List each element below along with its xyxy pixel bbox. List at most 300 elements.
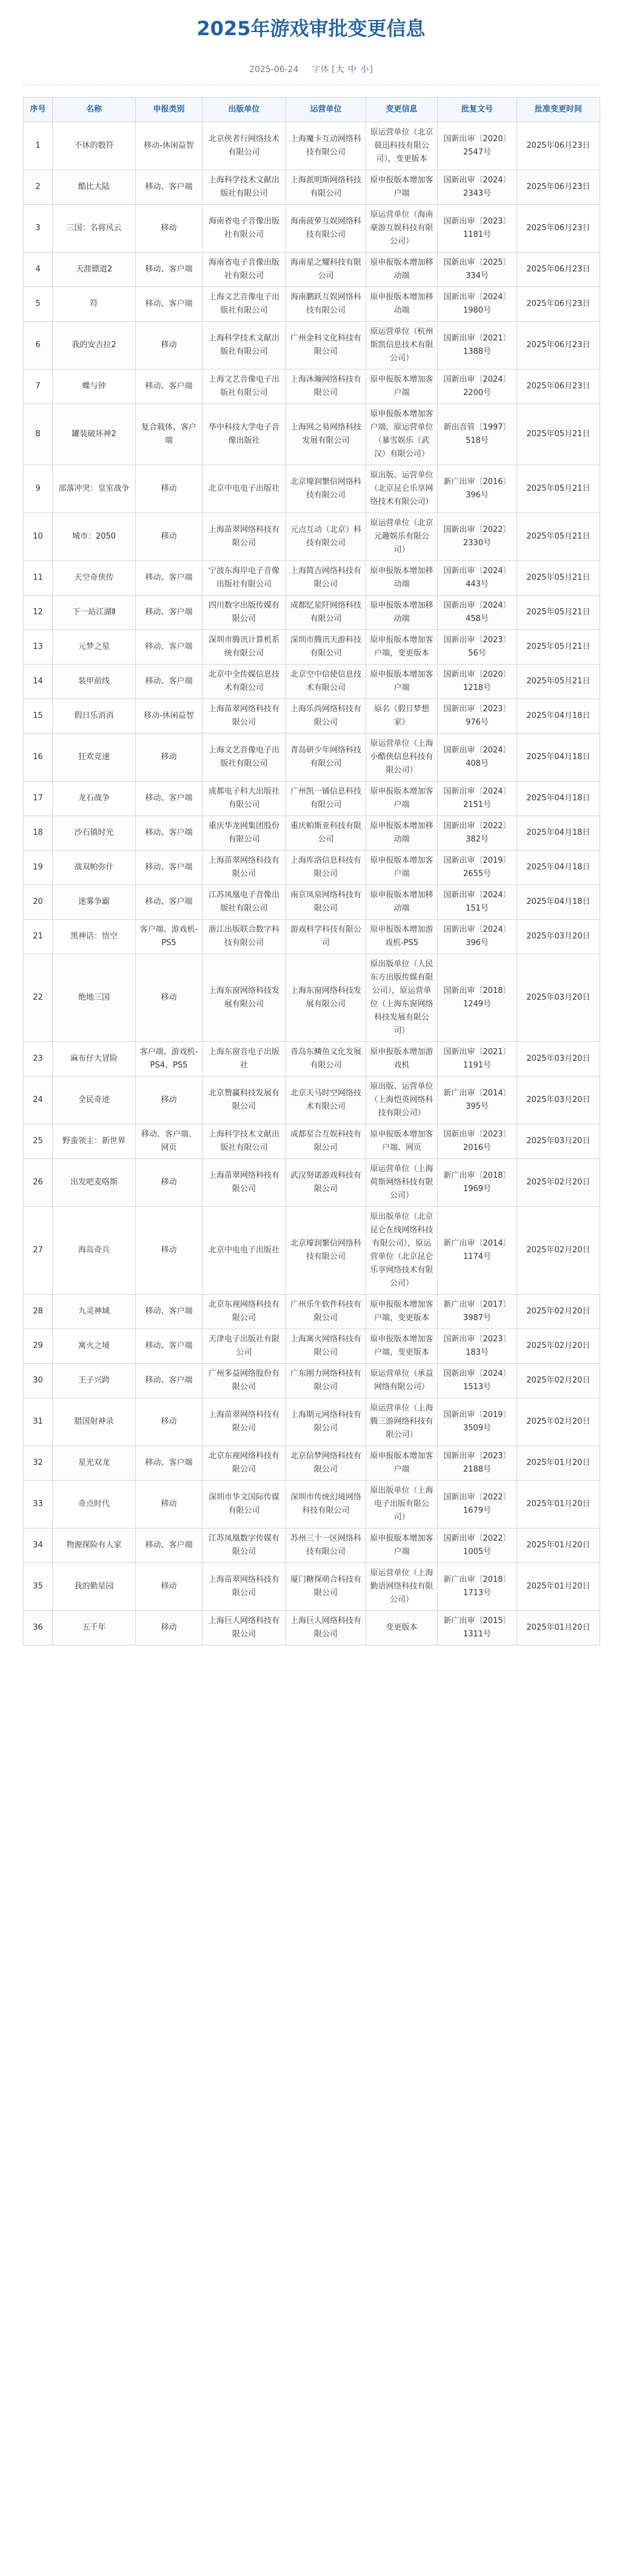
- cell-change-date: 2025年02月20日: [517, 1295, 600, 1329]
- cell-approval-number: 国新出审〔2022〕382号: [438, 816, 517, 851]
- cell-operator: 武汉努诺游戏科技有限公司: [286, 1159, 366, 1207]
- cell-approval-number: 国新出审〔2021〕1191号: [438, 1042, 517, 1077]
- cell-game-name: 寓火之境: [53, 1329, 136, 1364]
- cell-game-name: 海岛奇兵: [53, 1207, 136, 1295]
- cell-operator: 上海寓火网络科技有限公司: [286, 1329, 366, 1364]
- cell-operator: 海南星之耀科技有限公司: [286, 253, 366, 287]
- cell-game-name: 天空奇侠传: [53, 561, 136, 596]
- cell-category: 移动、客户端: [136, 630, 202, 665]
- cell-row-number: 16: [24, 734, 53, 782]
- cell-game-name: 下一站江湖Ⅱ: [53, 596, 136, 630]
- cell-publisher: 浙江出版联合数字科技有限公司: [202, 920, 286, 954]
- table-row: [24, 596, 600, 630]
- cell-operator: 上海东窗网络科技发展有限公司: [286, 954, 366, 1042]
- cell-approval-number: 国新出审〔2025〕334号: [438, 253, 517, 287]
- cell-category: 移动: [136, 513, 202, 561]
- cell-publisher: 重庆华龙网集团股份有限公司: [202, 816, 286, 851]
- cell-game-name: 出发吧麦咯斯: [53, 1159, 136, 1207]
- cell-publisher: 上海科学技术文献出版社有限公司: [202, 322, 286, 370]
- cell-category: 移动、客户端: [136, 1446, 202, 1481]
- cell-game-name: 部落冲突：皇室战争: [53, 465, 136, 513]
- table-row: [24, 322, 600, 370]
- cell-row-number: 7: [24, 370, 53, 404]
- cell-operator: 广州凯一铺信息科技有限公司: [286, 782, 366, 816]
- cell-game-name: 沙石镇时光: [53, 816, 136, 851]
- cell-change-info: 原申报版本增加移动端: [366, 253, 438, 287]
- cell-change-date: 2025年03月20日: [517, 954, 600, 1042]
- cell-operator: 北京信梦网络科技有限公司: [286, 1446, 366, 1481]
- cell-change-info: 原运营单位（上海腾三游网络科技有限公司）: [366, 1398, 438, 1446]
- cell-approval-number: 国新出审〔2022〕2330号: [438, 513, 517, 561]
- cell-change-date: 2025年06月23日: [517, 370, 600, 404]
- cell-change-info: 原运营单位（北京晨迅科技有限公司），变更版本: [366, 122, 438, 170]
- cell-row-number: 25: [24, 1124, 53, 1159]
- cell-publisher: 北京侠者行网络技术有限公司: [202, 122, 286, 170]
- cell-game-name: 我的安吉拉2: [53, 322, 136, 370]
- cell-change-info: 原申报版本增加游戏机-PS5: [366, 920, 438, 954]
- table-header-row: [24, 98, 600, 122]
- cell-row-number: 13: [24, 630, 53, 665]
- cell-change-info: 原申报版本增加移动端: [366, 816, 438, 851]
- cell-change-info: 原申报版本增加客户端: [366, 1529, 438, 1563]
- cell-category: 移动、客户端: [136, 1364, 202, 1398]
- cell-approval-number: 新广出审〔2018〕1969号: [438, 1159, 517, 1207]
- cell-change-info: 原申报版本增加移动端: [366, 596, 438, 630]
- cell-row-number: 27: [24, 1207, 53, 1295]
- cell-game-name: 狂欢竞速: [53, 734, 136, 782]
- cell-change-info: 原出版单位（北京昆仑在线网络科技有限公司），原运营单位（北京昆仑乐享网络技术有限公司）: [366, 1207, 438, 1295]
- cell-approval-number: 新出音管〔1997〕518号: [438, 404, 517, 465]
- cell-approval-number: 国新出审〔2023〕56号: [438, 630, 517, 665]
- cell-row-number: 3: [24, 205, 53, 253]
- cell-category: 移动、客户端: [136, 1529, 202, 1563]
- cell-row-number: 22: [24, 954, 53, 1042]
- cell-category: 移动: [136, 1398, 202, 1446]
- table-row: [24, 665, 600, 699]
- cell-category: 移动: [136, 734, 202, 782]
- page-title: 2025年游戏审批变更信息: [196, 17, 426, 40]
- column-header: 申报类别: [136, 98, 202, 122]
- cell-game-name: 天涯镖道2: [53, 253, 136, 287]
- table-row: [24, 1042, 600, 1077]
- cell-change-date: 2025年05月21日: [517, 465, 600, 513]
- table-row: [24, 561, 600, 596]
- cell-change-info: 原申报版本增加客户端: [366, 170, 438, 205]
- cell-change-info: 变更版本: [366, 1611, 438, 1645]
- cell-category: 客户端、游戏机-PS5: [136, 920, 202, 954]
- column-header: 名称: [53, 98, 136, 122]
- cell-category: 移动、客户端: [136, 170, 202, 205]
- cell-publisher: 江苏凤凰数字传媒有限公司: [202, 1529, 286, 1563]
- cell-row-number: 21: [24, 920, 53, 954]
- cell-approval-number: 国新出审〔2022〕1679号: [438, 1481, 517, 1529]
- cell-game-name: 龙石战争: [53, 782, 136, 816]
- cell-game-name: 酷比大陆: [53, 170, 136, 205]
- cell-category: 移动、客户端: [136, 885, 202, 920]
- cell-operator: 北京空中信使信息技术有限公司: [286, 665, 366, 699]
- cell-change-date: 2025年06月23日: [517, 122, 600, 170]
- cell-category: 移动: [136, 1159, 202, 1207]
- table-row: [24, 253, 600, 287]
- cell-publisher: 北京中电电子出版社: [202, 465, 286, 513]
- cell-row-number: 34: [24, 1529, 53, 1563]
- cell-row-number: 18: [24, 816, 53, 851]
- cell-game-name: 野蛮领主：新世界: [53, 1124, 136, 1159]
- cell-change-date: 2025年01月20日: [517, 1481, 600, 1529]
- cell-publisher: 上海苗翠网络科技有限公司: [202, 851, 286, 885]
- cell-category: 移动、客户端: [136, 596, 202, 630]
- cell-operator: 上海库洛信息科技有限公司: [286, 851, 366, 885]
- cell-change-date: 2025年04月18日: [517, 885, 600, 920]
- cell-row-number: 1: [24, 122, 53, 170]
- font-size-small-link[interactable]: 小: [360, 65, 369, 75]
- table-row: [24, 1077, 600, 1124]
- cell-row-number: 11: [24, 561, 53, 596]
- cell-publisher: 深圳市华文国际传媒有限公司: [202, 1481, 286, 1529]
- cell-category: 移动、客户端: [136, 1329, 202, 1364]
- cell-change-info: 原运营单位（上海小酷侠信息科技有限公司）: [366, 734, 438, 782]
- cell-approval-number: 国新出审〔2024〕408号: [438, 734, 517, 782]
- cell-row-number: 26: [24, 1159, 53, 1207]
- cell-operator: 北京天马时空网络技术有限公司: [286, 1077, 366, 1124]
- cell-publisher: 北京东视网络科技有限公司: [202, 1295, 286, 1329]
- cell-operator: 上海简吉网络科技有限公司: [286, 561, 366, 596]
- cell-operator: 广州乐牛软件科技有限公司: [286, 1295, 366, 1329]
- table-row: [24, 513, 600, 561]
- cell-publisher: 四川数字出版传媒有限公司: [202, 596, 286, 630]
- cell-approval-number: 国新出审〔2020〕2547号: [438, 122, 517, 170]
- table-row: [24, 1207, 600, 1295]
- cell-row-number: 12: [24, 596, 53, 630]
- cell-category: 移动、客户端: [136, 782, 202, 816]
- cell-approval-number: 国新出审〔2024〕2343号: [438, 170, 517, 205]
- cell-operator: 深圳市腾讯天游科技有限公司: [286, 630, 366, 665]
- cell-approval-number: 国新出审〔2022〕1005号: [438, 1529, 517, 1563]
- table-row: [24, 1124, 600, 1159]
- cell-row-number: 24: [24, 1077, 53, 1124]
- table-row: [24, 920, 600, 954]
- cell-operator: 广东刚力网络科技有限公司: [286, 1364, 366, 1398]
- cell-change-info: 原申报版本增加客户端，原运营单位（暴雪娱乐（武汉）有限公司）: [366, 404, 438, 465]
- cell-category: 客户端、游戏机-PS4、PS5: [136, 1042, 202, 1077]
- cell-operator: 北京壕润繁信网络科技有限公司: [286, 1207, 366, 1295]
- cell-change-date: 2025年06月23日: [517, 322, 600, 370]
- table-row: [24, 1295, 600, 1329]
- column-header: 变更信息: [366, 98, 438, 122]
- cell-change-date: 2025年05月21日: [517, 513, 600, 561]
- cell-row-number: 4: [24, 253, 53, 287]
- cell-approval-number: 国新出审〔2024〕2151号: [438, 782, 517, 816]
- cell-row-number: 30: [24, 1364, 53, 1398]
- column-header: 批准变更时间: [517, 98, 600, 122]
- cell-change-info: 原申报版本增加移动端: [366, 287, 438, 322]
- cell-game-name: 装甲前线: [53, 665, 136, 699]
- cell-row-number: 2: [24, 170, 53, 205]
- cell-publisher: 上海东窗音电子出版社: [202, 1042, 286, 1077]
- column-header: 运营单位: [286, 98, 366, 122]
- table-row: [24, 734, 600, 782]
- cell-change-info: 原出版单位（上海电子出版有限公司）: [366, 1481, 438, 1529]
- cell-category: 移动、客户端: [136, 253, 202, 287]
- cell-row-number: 35: [24, 1563, 53, 1611]
- cell-approval-number: 国新出审〔2024〕458号: [438, 596, 517, 630]
- cell-publisher: 上海文艺音像电子出版社有限公司: [202, 734, 286, 782]
- cell-change-date: 2025年03月20日: [517, 920, 600, 954]
- table-row: [24, 1329, 600, 1364]
- font-size-label: 字体: [312, 65, 329, 75]
- cell-game-name: 五千年: [53, 1611, 136, 1645]
- cell-change-date: 2025年01月20日: [517, 1611, 600, 1645]
- table-row: [24, 1159, 600, 1207]
- column-header: 批复文号: [438, 98, 517, 122]
- cell-publisher: 上海苗翠网络科技有限公司: [202, 699, 286, 734]
- cell-category: 移动、客户端: [136, 816, 202, 851]
- table-row: [24, 1611, 600, 1645]
- cell-change-date: 2025年03月20日: [517, 1124, 600, 1159]
- cell-publisher: 上海东窗网络科技发展有限公司: [202, 954, 286, 1042]
- table-row: [24, 287, 600, 322]
- cell-operator: 成都星合互娱科技有限公司: [286, 1124, 366, 1159]
- cell-approval-number: 国新出审〔2024〕151号: [438, 885, 517, 920]
- cell-change-info: 原出版、运营单位（北京昆仑乐享网络技术有限公司）: [366, 465, 438, 513]
- font-size-medium-link[interactable]: 中: [348, 65, 357, 75]
- cell-operator: 厦门糖探萌合科技有限公司: [286, 1563, 366, 1611]
- cell-game-name: 星光双龙: [53, 1446, 136, 1481]
- cell-game-name: 全民奇迹: [53, 1077, 136, 1124]
- cell-publisher: 北京中全传媒信息技术有限公司: [202, 665, 286, 699]
- cell-change-date: 2025年05月21日: [517, 404, 600, 465]
- table-row: [24, 699, 600, 734]
- cell-change-date: 2025年01月20日: [517, 1563, 600, 1611]
- table-body: [24, 122, 600, 1645]
- cell-change-info: 原运营单位（承益网络有限公司）: [366, 1364, 438, 1398]
- cell-operator: 重庆帕斯亚科技有限公司: [286, 816, 366, 851]
- cell-operator: 上海沐瀚网络科技有限公司: [286, 370, 366, 404]
- cell-publisher: 华中科技大学电子音像出版社: [202, 404, 286, 465]
- cell-change-date: 2025年03月20日: [517, 1077, 600, 1124]
- cell-change-info: 原运营单位（北京元趣娱乐有限公司）: [366, 513, 438, 561]
- cell-category: 移动: [136, 1077, 202, 1124]
- cell-change-date: 2025年02月20日: [517, 1207, 600, 1295]
- cell-category: 移动-休闲益智: [136, 699, 202, 734]
- cell-publisher: 海南省电子音像出版社有限公司: [202, 205, 286, 253]
- cell-approval-number: 国新出审〔2024〕1980号: [438, 287, 517, 322]
- table-row: [24, 782, 600, 816]
- cell-operator: 上海魔卡互动网络科技有限公司: [286, 122, 366, 170]
- cell-operator: 海南菠萝互娱网络科技有限公司: [286, 205, 366, 253]
- cell-game-name: 假日乐消消: [53, 699, 136, 734]
- cell-row-number: 33: [24, 1481, 53, 1529]
- cell-publisher: 宁波东海岸电子音像出版社有限公司: [202, 561, 286, 596]
- cell-row-number: 19: [24, 851, 53, 885]
- cell-approval-number: 国新出审〔2024〕443号: [438, 561, 517, 596]
- cell-approval-number: 国新出审〔2023〕183号: [438, 1329, 517, 1364]
- cell-change-info: 原运营单位（海南豪游互娱科技有限公司）: [366, 205, 438, 253]
- cell-change-info: 原名《假日梦想家》: [366, 699, 438, 734]
- cell-category: 移动: [136, 1481, 202, 1529]
- cell-game-name: 符: [53, 287, 136, 322]
- cell-operator: 上海期元网络科技有限公司: [286, 1398, 366, 1446]
- cell-category: 复合载体、客户端: [136, 404, 202, 465]
- approval-table: [23, 97, 600, 1645]
- cell-change-info: 原申报版本增加客户端，变更版本: [366, 630, 438, 665]
- table-row: [24, 1481, 600, 1529]
- cell-row-number: 15: [24, 699, 53, 734]
- cell-change-info: 原申报版本增加客户端: [366, 782, 438, 816]
- cell-category: 移动: [136, 1611, 202, 1645]
- cell-publisher: 上海苗翠网络科技有限公司: [202, 1563, 286, 1611]
- cell-game-name: 王子兴跨: [53, 1364, 136, 1398]
- cell-change-date: 2025年01月20日: [517, 1529, 600, 1563]
- cell-approval-number: 国新出审〔2023〕1181号: [438, 205, 517, 253]
- cell-change-date: 2025年05月21日: [517, 630, 600, 665]
- table-row: [24, 1398, 600, 1446]
- cell-category: 移动: [136, 205, 202, 253]
- cell-change-info: 原申报版本增加客户端，变更版本: [366, 1329, 438, 1364]
- table-row: [24, 1446, 600, 1481]
- cell-game-name: 我的勤星园: [53, 1563, 136, 1611]
- cell-approval-number: 国新出审〔2019〕3509号: [438, 1398, 517, 1446]
- cell-approval-number: 国新出审〔2023〕2188号: [438, 1446, 517, 1481]
- cell-approval-number: 新广出审〔2016〕396号: [438, 465, 517, 513]
- cell-publisher: 北京东视网络科技有限公司: [202, 1446, 286, 1481]
- cell-operator: 广州金科文化科技有限公司: [286, 322, 366, 370]
- table-row: [24, 816, 600, 851]
- table-row: [24, 465, 600, 513]
- cell-approval-number: 国新出审〔2019〕2655号: [438, 851, 517, 885]
- table-row: [24, 1529, 600, 1563]
- cell-change-date: 2025年06月23日: [517, 205, 600, 253]
- table-row: [24, 205, 600, 253]
- cell-category: 移动: [136, 465, 202, 513]
- cell-row-number: 20: [24, 885, 53, 920]
- cell-operator: 上海乐尚网络科技有限公司: [286, 699, 366, 734]
- table-row: [24, 954, 600, 1042]
- cell-operator: 南京凤泉网络科技有限公司: [286, 885, 366, 920]
- cell-publisher: 上海科学技术文献出版社有限公司: [202, 170, 286, 205]
- cell-category: 移动、客户端: [136, 665, 202, 699]
- cell-category: 移动、客户端: [136, 287, 202, 322]
- cell-approval-number: 国新出审〔2024〕2200号: [438, 370, 517, 404]
- cell-row-number: 17: [24, 782, 53, 816]
- cell-change-date: 2025年04月18日: [517, 699, 600, 734]
- cell-change-date: 2025年05月21日: [517, 596, 600, 630]
- cell-change-date: 2025年03月20日: [517, 1042, 600, 1077]
- table-row: [24, 851, 600, 885]
- cell-publisher: 上海苗翠网络科技有限公司: [202, 1398, 286, 1446]
- column-header: 序号: [24, 98, 53, 122]
- cell-operator: 上海巨人网络科技有限公司: [286, 1611, 366, 1645]
- cell-change-info: 原申报版本增加游戏机: [366, 1042, 438, 1077]
- cell-row-number: 31: [24, 1398, 53, 1446]
- cell-publisher: 北京中电电子出版社: [202, 1207, 286, 1295]
- cell-game-name: 黑神话：悟空: [53, 920, 136, 954]
- cell-category: 移动、客户端、网页: [136, 1124, 202, 1159]
- cell-change-date: 2025年06月23日: [517, 287, 600, 322]
- cell-operator: 游戏科学科技有限公司: [286, 920, 366, 954]
- cell-approval-number: 国新出审〔2018〕1249号: [438, 954, 517, 1042]
- cell-change-info: 原申报版本增加客户端: [366, 665, 438, 699]
- cell-change-date: 2025年05月21日: [517, 665, 600, 699]
- cell-publisher: 上海苗翠网络科技有限公司: [202, 1159, 286, 1207]
- cell-change-info: 原申报版本增加客户端、网页: [366, 1124, 438, 1159]
- cell-row-number: 29: [24, 1329, 53, 1364]
- cell-change-date: 2025年06月23日: [517, 253, 600, 287]
- table-row: [24, 122, 600, 170]
- cell-game-name: 战双帕弥什: [53, 851, 136, 885]
- table-row: [24, 1364, 600, 1398]
- cell-row-number: 8: [24, 404, 53, 465]
- cell-row-number: 32: [24, 1446, 53, 1481]
- cell-change-info: 原申报版本增加移动端: [366, 561, 438, 596]
- cell-operator: 青岛研少年网络科技有限公司: [286, 734, 366, 782]
- cell-change-info: 原申报版本增加客户端: [366, 1446, 438, 1481]
- cell-approval-number: 国新出审〔2023〕2016号: [438, 1124, 517, 1159]
- cell-row-number: 36: [24, 1611, 53, 1645]
- cell-change-date: 2025年01月20日: [517, 1446, 600, 1481]
- cell-game-name: 不休的骰符: [53, 122, 136, 170]
- publish-date: 2025-06-24: [249, 65, 299, 75]
- cell-change-info: 原运营单位（上海勤语网络科技有限公司）: [366, 1563, 438, 1611]
- cell-game-name: 绝地三国: [53, 954, 136, 1042]
- cell-approval-number: 新广出审〔2015〕1311号: [438, 1611, 517, 1645]
- cell-operator: 元点互动（北京）科技有限公司: [286, 513, 366, 561]
- cell-game-name: 迷雾争霸: [53, 885, 136, 920]
- cell-change-date: 2025年02月20日: [517, 1329, 600, 1364]
- cell-publisher: 上海科学技术文献出版社有限公司: [202, 1124, 286, 1159]
- cell-operator: 上海网之易网络科技发展有限公司: [286, 404, 366, 465]
- cell-game-name: 蝶与钟: [53, 370, 136, 404]
- cell-approval-number: 国新出审〔2024〕1513号: [438, 1364, 517, 1398]
- cell-publisher: 上海文艺音像电子出版社有限公司: [202, 370, 286, 404]
- cell-operator: 青岛东鳞鱼文化发展有限公司: [286, 1042, 366, 1077]
- cell-approval-number: 国新出审〔2023〕976号: [438, 699, 517, 734]
- cell-operator: 深圳市传统幻境网络科技有限公司: [286, 1481, 366, 1529]
- cell-publisher: 广州多益网络股份有限公司: [202, 1364, 286, 1398]
- cell-change-info: 原申报版本增加客户端: [366, 851, 438, 885]
- table-row: [24, 885, 600, 920]
- cell-game-name: 罐装破坏神2: [53, 404, 136, 465]
- cell-change-info: 原申报版本增加移动端: [366, 885, 438, 920]
- cell-publisher: 上海巨人网络科技有限公司: [202, 1611, 286, 1645]
- cell-publisher: 天津电子出版社有限公司: [202, 1329, 286, 1364]
- cell-category: 移动、客户端: [136, 1295, 202, 1329]
- cell-change-date: 2025年04月18日: [517, 851, 600, 885]
- cell-change-date: 2025年04月18日: [517, 734, 600, 782]
- cell-approval-number: 国新出审〔2020〕1218号: [438, 665, 517, 699]
- cell-game-name: 元梦之星: [53, 630, 136, 665]
- cell-change-info: 原运营单位（杭州斯凯信息技术有限公司）: [366, 322, 438, 370]
- cell-change-date: 2025年05月21日: [517, 561, 600, 596]
- cell-approval-number: 国新出审〔2024〕396号: [438, 920, 517, 954]
- table-row: [24, 370, 600, 404]
- cell-category: 移动-休闲益智: [136, 122, 202, 170]
- cell-publisher: 江苏凤凰电子音像出版社有限公司: [202, 885, 286, 920]
- cell-game-name: 三国：名将风云: [53, 205, 136, 253]
- cell-publisher: 上海苗翠网络科技有限公司: [202, 513, 286, 561]
- cell-change-date: 2025年04月18日: [517, 782, 600, 816]
- cell-operator: 海南鹏跃互娱网络科技有限公司: [286, 287, 366, 322]
- cell-game-name: 九灵神域: [53, 1295, 136, 1329]
- font-size-large-link[interactable]: 大: [335, 65, 344, 75]
- cell-change-info: 原运营单位（上海荷斯网络科技有限公司）: [366, 1159, 438, 1207]
- cell-change-date: 2025年04月18日: [517, 816, 600, 851]
- cell-publisher: 北京赞赢科技发展有限公司: [202, 1077, 286, 1124]
- cell-change-date: 2025年06月23日: [517, 170, 600, 205]
- cell-change-info: 原出版、运营单位（上海恺英网络科技有限公司）: [366, 1077, 438, 1124]
- cell-category: 移动: [136, 322, 202, 370]
- cell-category: 移动、客户端: [136, 561, 202, 596]
